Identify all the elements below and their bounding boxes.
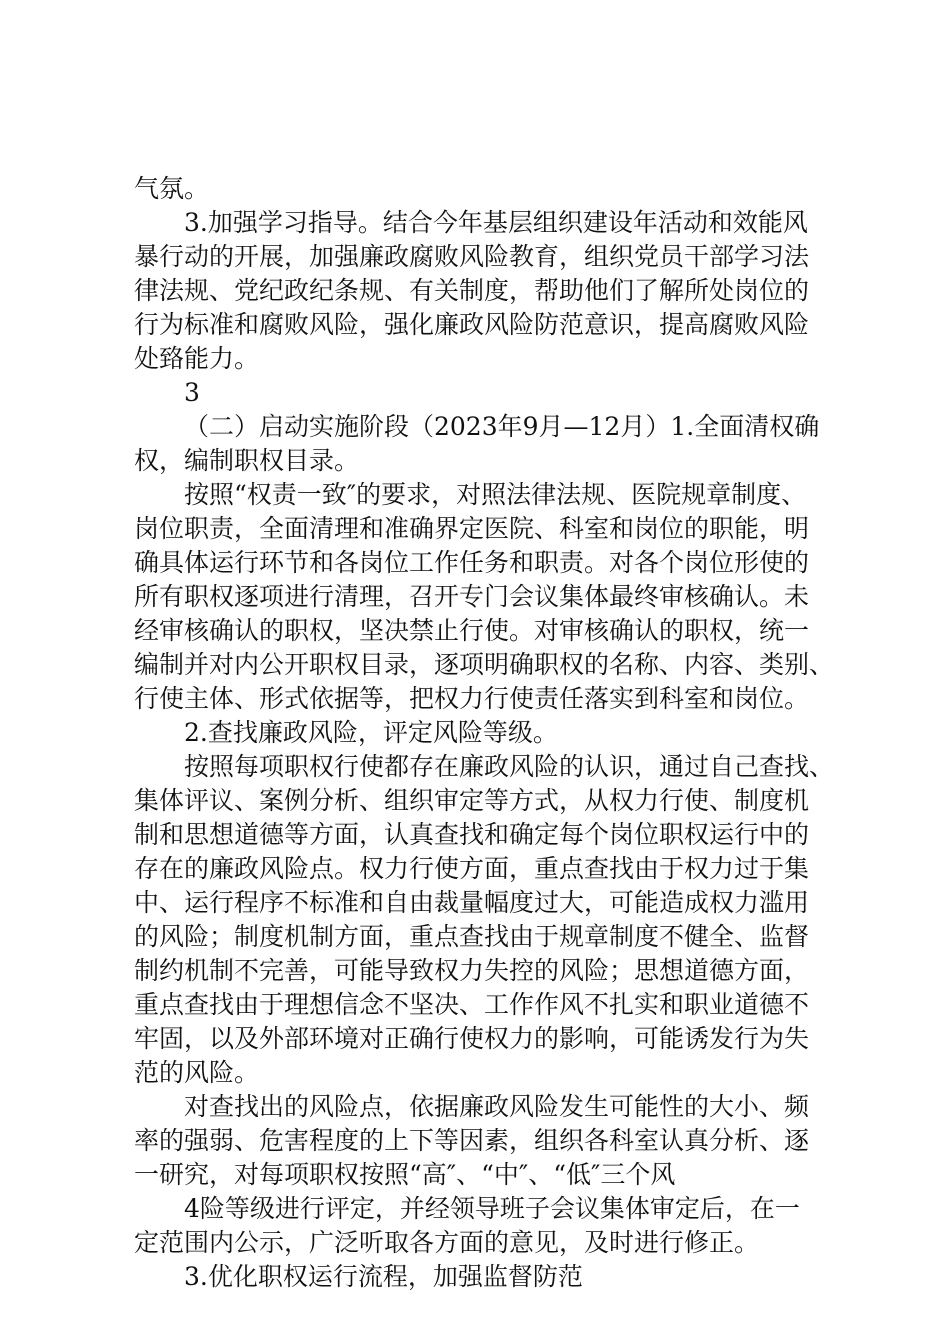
- text-line: 经审核确认的职权，坚决禁止行使。对审核确认的职权，统一: [134, 616, 810, 645]
- text-line: 3.优化职权运行流程，加强监督防范: [184, 1262, 583, 1291]
- text-line: 制约机制不完善，可能导致权力失控的风险；思想道德方面，: [134, 956, 810, 985]
- text-line: 定范围内公示，广泛听取各方面的意见，及时进行修正。: [134, 1228, 760, 1257]
- document-body: [134, 172, 834, 1294]
- text-line: （二）启动实施阶段（2023年9月—12月）1.全面清权确: [184, 412, 820, 441]
- text-line: 存在的廉政风险点。权力行使方面，重点查找由于权力过于集: [134, 854, 810, 883]
- text-line: 的风险；制度机制方面，重点查找由于规章制度不健全、监督: [134, 922, 810, 951]
- text-line: 4险等级进行评定，并经领导班子会议集体审定后，在一: [184, 1194, 800, 1223]
- text-line: 集体评议、案例分析、组织审定等方式，从权力行使、制度机: [134, 786, 810, 815]
- text-line: 重点查找由于理想信念不坚决、工作作风不扎实和职业道德不: [134, 990, 810, 1019]
- text-line: 范的风险。: [134, 1058, 260, 1087]
- text-line: 3.加强学习指导。结合今年基层组织建设年活动和效能风: [184, 208, 808, 237]
- text-line: 气氛。: [134, 174, 210, 203]
- text-line: 2.查找廉政风险，评定风险等级。: [184, 718, 558, 747]
- text-line: 岗位职责，全面清理和准确界定医院、科室和岗位的职能，明: [134, 514, 810, 543]
- text-line: 所有职权逐项进行清理，召开专门会议集体最终审核确认。未: [134, 582, 810, 611]
- text-line: 一研究，对每项职权按照“高″、“中″、“低″三个风: [134, 1160, 676, 1189]
- text-line: 暴行动的开展，加强廉政腐败风险教育，组织党员干部学习法: [134, 242, 810, 271]
- text-line: 3: [184, 378, 200, 407]
- text-line: 行使主体、形式依据等，把权力行使责任落实到科室和岗位。: [134, 684, 810, 713]
- text-line: 确具体运行环节和各岗位工作任务和职责。对各个岗位形使的: [134, 548, 810, 577]
- text-line: 权，编制职权目录。: [134, 446, 360, 475]
- text-line: 编制并对内公开职权目录，逐项明确职权的名称、内容、类别、: [134, 650, 835, 679]
- text-line: 牢固，以及外部环境对正确行使权力的影响，可能诱发行为失: [134, 1024, 810, 1053]
- text-line: 中、运行程序不标准和自由裁量幅度过大，可能造成权力滥用: [134, 888, 810, 917]
- text-line: 按照“权责一致″的要求，对照法律法规、医院规章制度、: [184, 480, 807, 509]
- text-line: 处臵能力。: [134, 344, 260, 373]
- text-line: 行为标准和腐败风险，强化廉政风险防范意识，提高腐败风险: [134, 310, 810, 339]
- text-line: 制和思想道德等方面，认真查找和确定每个岗位职权运行中的: [134, 820, 810, 849]
- text-line: 对查找出的风险点，依据廉政风险发生可能性的大小、频: [184, 1092, 810, 1121]
- text-line: 率的强弱、危害程度的上下等因素，组织各科室认真分析、逐: [134, 1126, 810, 1155]
- text-line: 按照每项职权行使都存在廉政风险的认识，通过自己查找、: [184, 752, 835, 781]
- text-line: 律法规、党纪政纪条规、有关制度，帮助他们了解所处岗位的: [134, 276, 810, 305]
